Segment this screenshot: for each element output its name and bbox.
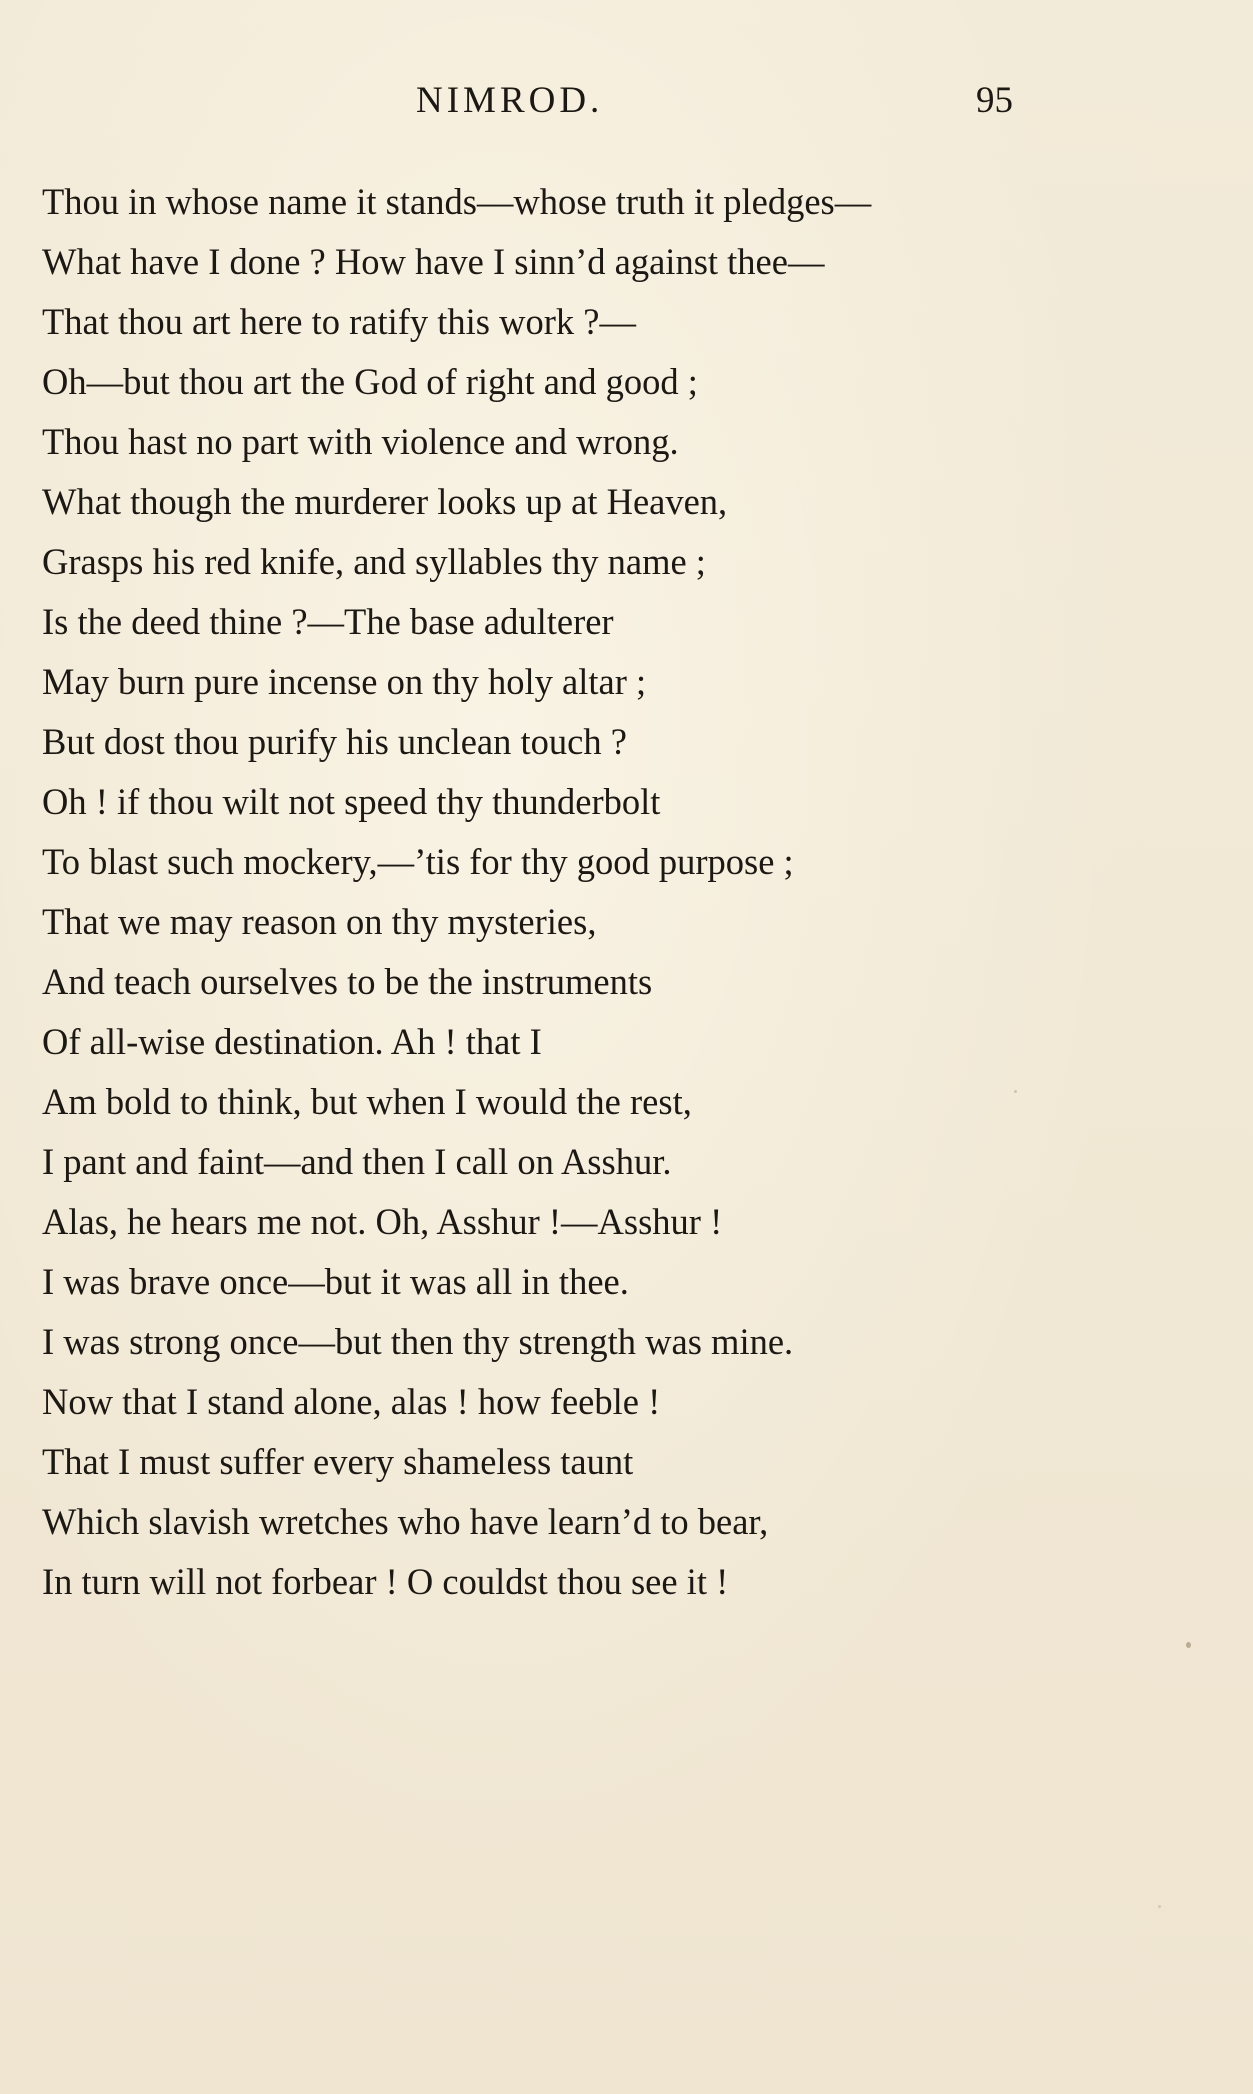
verse-line: Oh ! if thou wilt not speed thy thunderbolt [42,781,661,822]
verse-line: What have I done ? How have I sinn’d against thee— [42,241,825,282]
verse-line: That I must suffer every shameless taunt [42,1441,634,1482]
verse-line: Now that I stand alone, alas ! how feeble ! [42,1381,661,1422]
verse-line: May burn pure incense on thy holy altar ; [42,661,647,702]
verse-line: But dost thou purify his unclean touch ? [42,721,627,762]
verse-line: Is the deed thine ?—The base adulterer [42,601,614,642]
paper-speck [1014,1090,1017,1093]
verse-line: I was strong once—but then thy strength was mine. [42,1321,794,1362]
running-head [0,76,1253,126]
verse-line: That thou art here to ratify this work ?— [42,301,636,342]
verse-line: I pant and faint—and then I call on Asshur. [42,1141,672,1182]
page-number: 95 [976,80,1013,121]
verse-line: I was brave once—but it was all in thee. [42,1261,629,1302]
verse-line: Grasps his red knife, and syllables thy name ; [42,541,706,582]
verse-line: And teach ourselves to be the instruments [42,961,653,1002]
paper-speck [1186,1642,1191,1648]
verse-line: Of all-wise destination. Ah ! that I [42,1021,542,1062]
verse-line: In turn will not forbear ! O couldst thou see it ! [42,1561,729,1602]
verse-line: Thou in whose name it stands—whose truth it pledges— [42,181,872,222]
running-title: NIMROD. [416,80,604,121]
verse-line: Am bold to think, but when I would the rest, [42,1081,692,1122]
verse-line: That we may reason on thy mysteries, [42,901,597,942]
verse-line: What though the murderer looks up at Heaven, [42,481,728,522]
verse-line: Alas, he hears me not. Oh, Asshur !—Asshur ! [42,1201,723,1242]
verse-line: Thou hast no part with violence and wrong. [42,421,679,462]
verse-line: To blast such mockery,—’tis for thy good purpose ; [42,841,794,882]
verse-line: Oh—but thou art the God of right and good ; [42,361,698,402]
paper-speck [1158,1905,1161,1908]
verse-line: Which slavish wretches who have learn’d to bear, [42,1501,769,1542]
poem-text [42,172,1042,1612]
